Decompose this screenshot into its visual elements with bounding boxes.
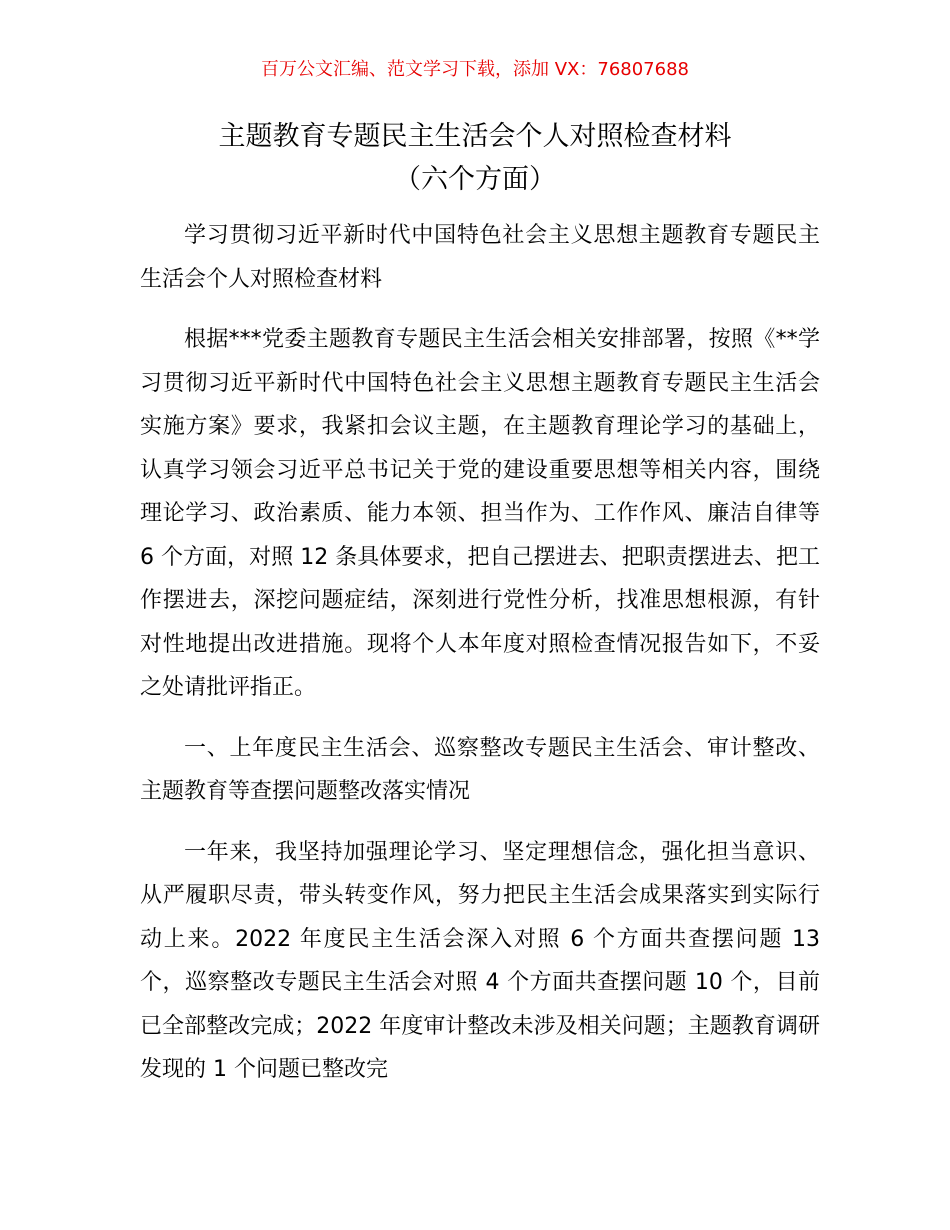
title-line-1: 主题教育专题民主生活会个人对照检查材料 — [218, 121, 732, 152]
section-heading-1: 一、上年度民主生活会、巡察整改专题民主生活会、审计整改、主题教育等查摆问题整改落实情况 — [140, 735, 820, 804]
paragraph-section-1: 一年来，我坚持加强理论学习、坚定理想信念，强化担当意识、从严履职尽责，带头转变作风，努力把民主生活会成果落实到实际行动上来。2022 年度民主生活会深入对照 6 个方面共查摆问题 13 个，巡察整改专题民主生活会对照 4 个方面共查摆问题 10 个，目前已全部整改完成；2022 年度审计整改未涉及相关问题；主题教育调研发现的 1 个问题已整改完 — [140, 839, 820, 1082]
paragraph-subtitle: 学习贯彻习近平新时代中国特色社会主义思想主题教育专题民主生活会个人对照检查材料 — [140, 223, 820, 292]
title-line-2: （六个方面） — [394, 164, 556, 195]
paragraph-intro: 根据***党委主题教育专题民主生活会相关安排部署，按照《**学习贯彻习近平新时代中国特色社会主义思想主题教育专题民主生活会实施方案》要求，我紧扣会议主题，在主题教育理论学习的基础上，认真学习领会习近平总书记关于党的建设重要思想等相关内容，围绕理论学习、政治素质、能力本领、担当作为、工作作风、廉洁自律等 6 个方面，对照 12 条具体要求，把自己摆进去、把职责摆进去、把工作摆进去，深挖问题症结，深刻进行党性分析，找准思想根源，有针对性地提出改进措施。现将个人本年度对照检查情况报告如下，不妥之处请批评指正。 — [140, 327, 820, 700]
document-title — [0, 115, 950, 201]
header-contact-note: 百万公文汇编、范文学习下载，添加 VX：76807688 — [261, 59, 689, 80]
document-body — [140, 214, 820, 1109]
